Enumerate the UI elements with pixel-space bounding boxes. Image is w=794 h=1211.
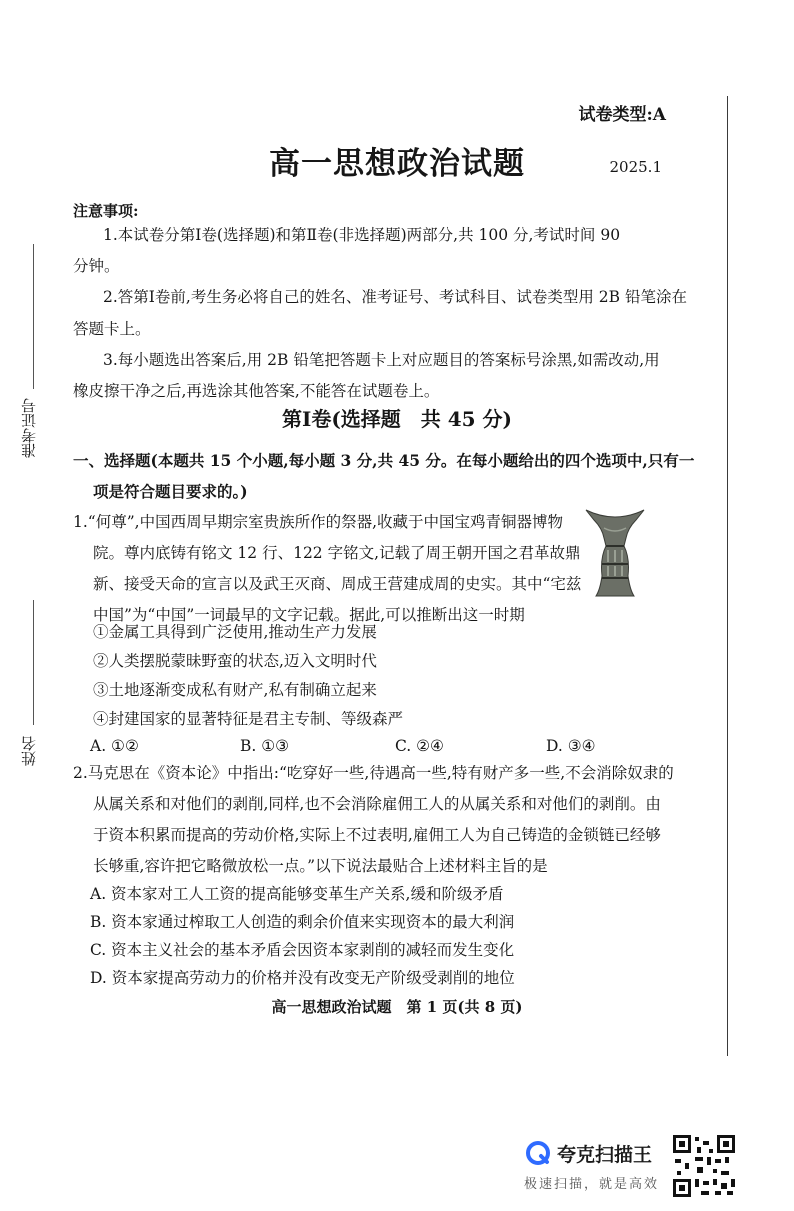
scanner-watermark [520,1133,740,1207]
part-instruction-line-1: 一、选择题(本题共 15 个小题,每小题 3 分,共 45 分。在每小题给出的四个选项中,只有一 [73,451,695,470]
notice-heading: 注意事项: [73,202,139,220]
name-blank-line [33,600,34,725]
q1-stem-line-4: 中国”为“中国”一词最早的文字记载。据此,可以推断出这一时期 [93,606,525,624]
exam-date: 2025.1 [609,158,662,176]
notice-item-1-line-2: 分钟。 [73,257,120,275]
q1-statement-1: ①金属工具得到广泛使用,推动生产力发展 [93,623,377,641]
notice-item-1-line-1: 1.本试卷分第Ⅰ卷(选择题)和第Ⅱ卷(非选择题)两部分,共 100 分,考试时间 90 [103,226,621,244]
scanner-logo-icon [526,1141,550,1165]
bronze-zun-vessel-image [584,506,646,598]
section-heading: 第Ⅰ卷(选择题 共 45 分) [281,407,513,431]
page-footer: 高一思想政治试题 第 1 页(共 8 页) [271,998,523,1016]
q1-statement-2: ②人类摆脱蒙昧野蛮的状态,迈入文明时代 [93,652,377,670]
q2-stem-line-1: 2.马克思在《资本论》中指出:“吃穿好一些,待遇高一些,特有财产多一些,不会消除奴隶的 [73,764,674,782]
paper-type: 试卷类型:A [578,105,666,125]
page-title: 高一思想政治试题 [269,146,525,182]
q2-option-d: D. 资本家提高劳动力的价格并没有改变无产阶级受剥削的地位 [90,969,515,987]
q1-stem-line-1: 1.“何尊”,中国西周早期宗室贵族所作的祭器,收藏于中国宝鸡青铜器博物 [73,513,563,531]
exam-id-label: 准考证号 [20,398,38,458]
q2-option-a: A. 资本家对工人工资的提高能够变革生产关系,缓和阶级矛盾 [90,885,504,903]
q2-stem-line-3: 于资本积累而提高的劳动价格,实际上不过表明,雇佣工人为自己铸造的金锁链已经够 [93,826,661,844]
q1-statement-4: ④封建国家的显著特征是君主专制、等级森严 [93,710,404,728]
notice-item-3-line-1: 3.每小题选出答案后,用 2B 铅笔把答题卡上对应题目的答案标号涂黑,如需改动,用 [103,351,660,369]
exam-id-blank-line [33,244,34,389]
notice-item-3-line-2: 橡皮擦干净之后,再选涂其他答案,不能答在试题卷上。 [73,382,440,400]
q2-stem-line-2: 从属关系和对他们的剥削,同样,也不会消除雇佣工人的从属关系和对他们的剥削。由 [93,795,661,813]
name-label: 姓名 [20,736,38,766]
notice-item-2-line-2: 答题卡上。 [73,320,151,338]
scanner-brand-name: 夸克扫描王 [557,1144,653,1166]
scanner-slogan: 极速扫描，就是高效 [524,1177,660,1192]
q1-option-b: B. ①③ [240,737,290,755]
qr-code-icon [671,1133,737,1199]
q2-option-c: C. 资本主义社会的基本矛盾会因资本家剥削的减轻而发生变化 [90,941,515,959]
part-instruction-line-2: 项是符合题目要求的。) [93,482,248,501]
q1-option-c: C. ②④ [395,737,444,755]
q2-option-b: B. 资本家通过榨取工人创造的剩余价值来实现资本的最大利润 [90,913,515,931]
q1-option-a: A. ①② [90,737,139,755]
q1-statement-3: ③土地逐渐变成私有财产,私有制确立起来 [93,681,377,699]
q1-stem-line-3: 新、接受天命的宣言以及武王灭商、周成王营建成周的史实。其中“宅兹 [93,575,582,593]
q2-stem-line-4: 长够重,容许把它略微放松一点。”以下说法最贴合上述材料主旨的是 [93,857,548,875]
q1-option-d: D. ③④ [546,737,596,755]
right-margin-rule [727,96,728,1056]
notice-item-2-line-1: 2.答第Ⅰ卷前,考生务必将自己的姓名、准考证号、考试科目、试卷类型用 2B 铅笔涂在 [103,288,687,306]
q1-stem-line-2: 院。尊内底铸有铭文 12 行、122 字铭文,记载了周王朝开国之君革故鼎 [93,544,581,562]
